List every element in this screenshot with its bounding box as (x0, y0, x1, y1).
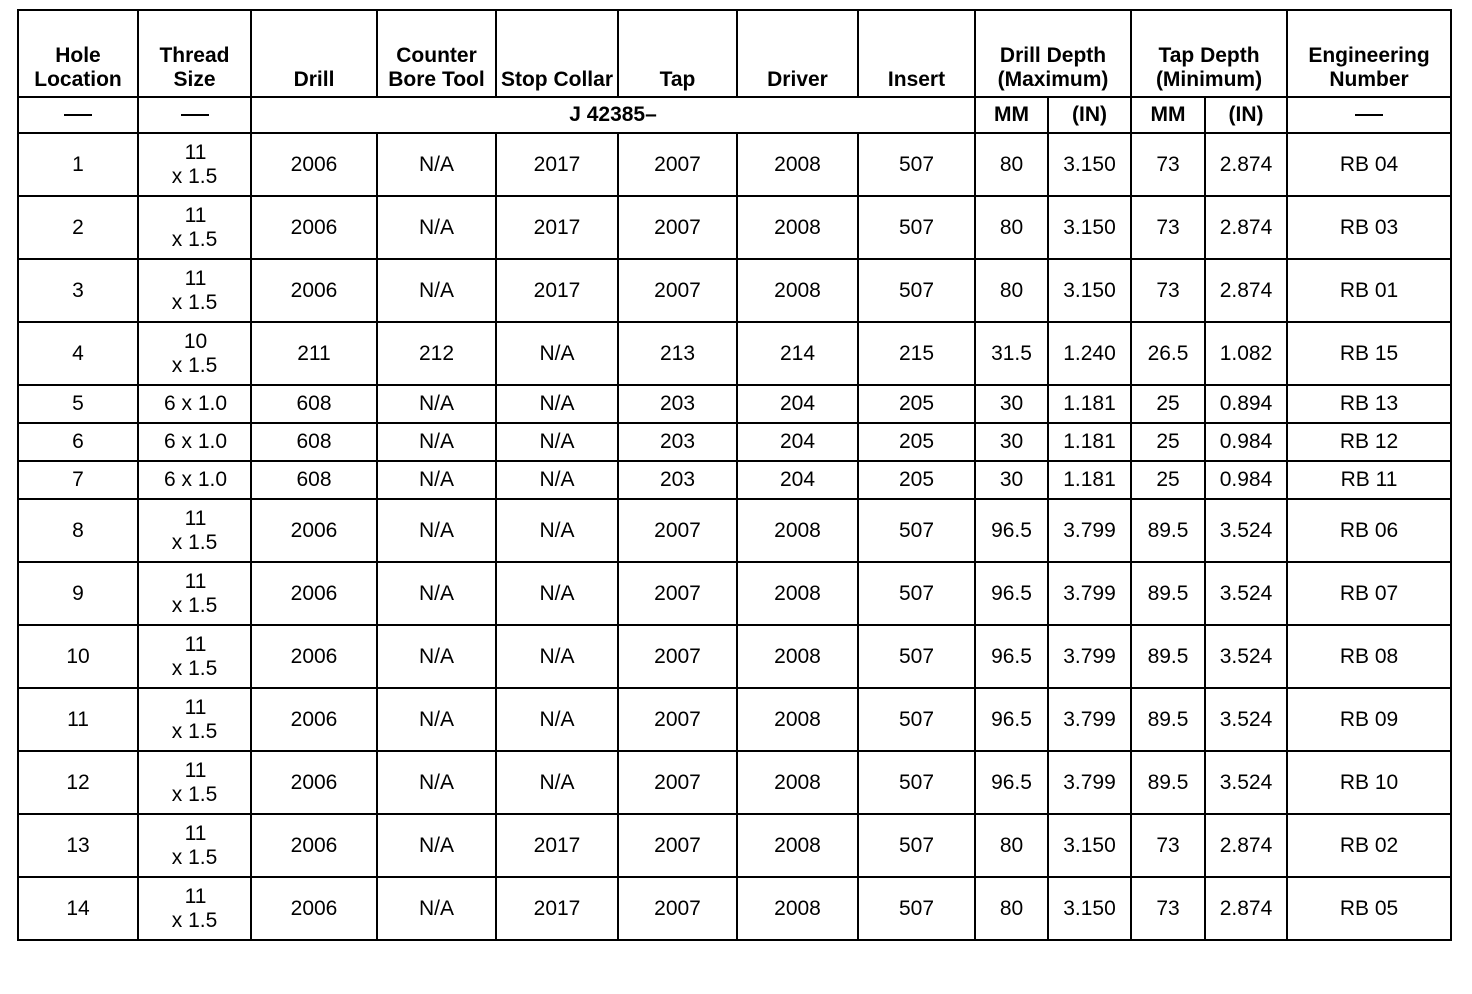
cell-tap-depth-mm: 73 (1131, 814, 1205, 877)
cell-hole-location: 10 (18, 625, 138, 688)
cell-drill-depth-mm: 96.5 (975, 499, 1048, 562)
cell-tap-depth-mm: 89.5 (1131, 562, 1205, 625)
table-row (18, 322, 1451, 385)
cell-driver: 214 (737, 322, 858, 385)
cell-tap-depth-mm: 25 (1131, 461, 1205, 499)
cell-insert: 507 (858, 196, 975, 259)
cell-counter-bore-tool: N/A (377, 814, 496, 877)
cell-counter-bore-tool: N/A (377, 196, 496, 259)
units-drill-mm: MM (975, 97, 1048, 133)
cell-hole-location: 1 (18, 133, 138, 196)
cell-hole-location: 8 (18, 499, 138, 562)
cell-tap-depth-in: 2.874 (1205, 196, 1287, 259)
table-body (18, 133, 1451, 940)
cell-drill-depth-in: 3.150 (1048, 133, 1131, 196)
cell-stop-collar: N/A (496, 625, 618, 688)
cell-thread-size: 11 x 1.5 (138, 751, 251, 814)
table-row (18, 461, 1451, 499)
cell-thread-size: 11 x 1.5 (138, 625, 251, 688)
cell-tap-depth-in: 0.894 (1205, 385, 1287, 423)
cell-tap-depth-in: 0.984 (1205, 423, 1287, 461)
cell-stop-collar: 2017 (496, 259, 618, 322)
cell-stop-collar: N/A (496, 461, 618, 499)
cell-drill-depth-mm: 30 (975, 423, 1048, 461)
header-drill: Drill (251, 10, 377, 97)
cell-drill-depth-in: 3.799 (1048, 562, 1131, 625)
cell-driver: 2008 (737, 259, 858, 322)
cell-insert: 507 (858, 625, 975, 688)
units-hole-location (18, 97, 138, 133)
cell-engineering-number: RB 07 (1287, 562, 1451, 625)
cell-drill-depth-in: 3.150 (1048, 196, 1131, 259)
cell-drill: 2006 (251, 814, 377, 877)
cell-tap: 2007 (618, 196, 737, 259)
cell-tap: 203 (618, 461, 737, 499)
cell-tap-depth-mm: 73 (1131, 133, 1205, 196)
cell-thread-size: 6 x 1.0 (138, 423, 251, 461)
cell-drill: 2006 (251, 259, 377, 322)
units-thread-size (138, 97, 251, 133)
cell-thread-size: 11 x 1.5 (138, 499, 251, 562)
table-row (18, 196, 1451, 259)
tool-spec-table (17, 9, 1452, 941)
cell-tap: 213 (618, 322, 737, 385)
cell-hole-location: 13 (18, 814, 138, 877)
header-row (18, 10, 1451, 97)
cell-tap-depth-in: 2.874 (1205, 133, 1287, 196)
cell-driver: 2008 (737, 499, 858, 562)
cell-drill: 211 (251, 322, 377, 385)
cell-insert: 507 (858, 562, 975, 625)
cell-insert: 507 (858, 877, 975, 940)
cell-hole-location: 7 (18, 461, 138, 499)
cell-driver: 204 (737, 385, 858, 423)
cell-drill: 608 (251, 423, 377, 461)
cell-tap: 203 (618, 385, 737, 423)
cell-tap-depth-in: 2.874 (1205, 259, 1287, 322)
cell-drill-depth-in: 3.799 (1048, 751, 1131, 814)
table-row (18, 423, 1451, 461)
table-row (18, 814, 1451, 877)
cell-drill-depth-mm: 96.5 (975, 562, 1048, 625)
cell-drill-depth-mm: 96.5 (975, 751, 1048, 814)
cell-tap-depth-in: 0.984 (1205, 461, 1287, 499)
cell-stop-collar: 2017 (496, 133, 618, 196)
units-drill-in: (IN) (1048, 97, 1131, 133)
cell-counter-bore-tool: N/A (377, 133, 496, 196)
cell-engineering-number: RB 06 (1287, 499, 1451, 562)
units-tap-mm: MM (1131, 97, 1205, 133)
cell-hole-location: 9 (18, 562, 138, 625)
cell-tap-depth-mm: 25 (1131, 385, 1205, 423)
cell-driver: 2008 (737, 814, 858, 877)
cell-counter-bore-tool: N/A (377, 423, 496, 461)
cell-insert: 507 (858, 133, 975, 196)
cell-counter-bore-tool: N/A (377, 688, 496, 751)
cell-drill: 2006 (251, 877, 377, 940)
cell-drill-depth-mm: 30 (975, 385, 1048, 423)
cell-drill-depth-mm: 96.5 (975, 688, 1048, 751)
cell-counter-bore-tool: N/A (377, 877, 496, 940)
dash-mark (1355, 114, 1383, 116)
cell-counter-bore-tool: N/A (377, 259, 496, 322)
cell-drill: 608 (251, 385, 377, 423)
cell-tap: 2007 (618, 625, 737, 688)
table-row (18, 133, 1451, 196)
cell-tap-depth-in: 3.524 (1205, 751, 1287, 814)
cell-driver: 2008 (737, 625, 858, 688)
table-row (18, 385, 1451, 423)
cell-tap-depth-mm: 26.5 (1131, 322, 1205, 385)
cell-drill-depth-mm: 80 (975, 814, 1048, 877)
cell-engineering-number: RB 08 (1287, 625, 1451, 688)
cell-driver: 204 (737, 461, 858, 499)
cell-driver: 2008 (737, 133, 858, 196)
cell-tap: 2007 (618, 562, 737, 625)
cell-tap-depth-mm: 89.5 (1131, 625, 1205, 688)
cell-drill: 2006 (251, 562, 377, 625)
cell-thread-size: 11 x 1.5 (138, 196, 251, 259)
cell-engineering-number: RB 05 (1287, 877, 1451, 940)
header-engineering-number: Engineering Number (1287, 10, 1451, 97)
cell-thread-size: 11 x 1.5 (138, 814, 251, 877)
cell-driver: 2008 (737, 562, 858, 625)
cell-insert: 507 (858, 751, 975, 814)
cell-hole-location: 2 (18, 196, 138, 259)
cell-drill-depth-mm: 30 (975, 461, 1048, 499)
cell-tap-depth-mm: 73 (1131, 259, 1205, 322)
cell-counter-bore-tool: N/A (377, 499, 496, 562)
cell-drill: 2006 (251, 196, 377, 259)
cell-insert: 205 (858, 461, 975, 499)
cell-drill-depth-in: 3.150 (1048, 877, 1131, 940)
cell-drill-depth-in: 3.799 (1048, 625, 1131, 688)
cell-hole-location: 14 (18, 877, 138, 940)
table-row (18, 688, 1451, 751)
cell-thread-size: 11 x 1.5 (138, 562, 251, 625)
cell-drill-depth-mm: 96.5 (975, 625, 1048, 688)
header-drill-depth: Drill Depth (Maximum) (975, 10, 1131, 97)
header-hole-location: Hole Location (18, 10, 138, 97)
cell-driver: 204 (737, 423, 858, 461)
cell-stop-collar: N/A (496, 751, 618, 814)
cell-engineering-number: RB 03 (1287, 196, 1451, 259)
table-row (18, 259, 1451, 322)
cell-hole-location: 5 (18, 385, 138, 423)
cell-tap: 203 (618, 423, 737, 461)
cell-tap-depth-mm: 73 (1131, 196, 1205, 259)
cell-tap-depth-in: 3.524 (1205, 688, 1287, 751)
units-tap-in: (IN) (1205, 97, 1287, 133)
cell-tap-depth-mm: 73 (1131, 877, 1205, 940)
cell-engineering-number: RB 12 (1287, 423, 1451, 461)
cell-engineering-number: RB 01 (1287, 259, 1451, 322)
cell-tap-depth-in: 3.524 (1205, 499, 1287, 562)
cell-stop-collar: 2017 (496, 877, 618, 940)
cell-stop-collar: N/A (496, 562, 618, 625)
header-stop-collar: Stop Collar (496, 10, 618, 97)
cell-tap: 2007 (618, 814, 737, 877)
cell-thread-size: 11 x 1.5 (138, 877, 251, 940)
cell-tap: 2007 (618, 259, 737, 322)
header-thread-size: Thread Size (138, 10, 251, 97)
cell-drill: 2006 (251, 133, 377, 196)
cell-driver: 2008 (737, 877, 858, 940)
cell-tap: 2007 (618, 751, 737, 814)
table-row (18, 562, 1451, 625)
cell-tap-depth-mm: 89.5 (1131, 499, 1205, 562)
dash-mark (64, 114, 92, 116)
cell-driver: 2008 (737, 688, 858, 751)
cell-drill: 2006 (251, 625, 377, 688)
cell-engineering-number: RB 11 (1287, 461, 1451, 499)
cell-insert: 507 (858, 499, 975, 562)
cell-insert: 215 (858, 322, 975, 385)
cell-insert: 507 (858, 688, 975, 751)
cell-engineering-number: RB 02 (1287, 814, 1451, 877)
cell-stop-collar: N/A (496, 688, 618, 751)
cell-tap: 2007 (618, 133, 737, 196)
tool-number-prefix: J 42385– (251, 97, 975, 133)
cell-drill: 2006 (251, 688, 377, 751)
cell-tap: 2007 (618, 688, 737, 751)
cell-tap-depth-in: 1.082 (1205, 322, 1287, 385)
cell-drill-depth-in: 3.799 (1048, 499, 1131, 562)
header-tap: Tap (618, 10, 737, 97)
cell-hole-location: 4 (18, 322, 138, 385)
units-row (18, 97, 1451, 133)
cell-stop-collar: N/A (496, 322, 618, 385)
cell-hole-location: 11 (18, 688, 138, 751)
cell-engineering-number: RB 04 (1287, 133, 1451, 196)
cell-stop-collar: N/A (496, 385, 618, 423)
cell-drill-depth-in: 1.240 (1048, 322, 1131, 385)
cell-insert: 507 (858, 259, 975, 322)
cell-counter-bore-tool: 212 (377, 322, 496, 385)
cell-tap-depth-in: 3.524 (1205, 625, 1287, 688)
cell-tap-depth-mm: 89.5 (1131, 751, 1205, 814)
cell-tap-depth-in: 2.874 (1205, 877, 1287, 940)
units-engineering-number (1287, 97, 1451, 133)
cell-thread-size: 6 x 1.0 (138, 461, 251, 499)
cell-tap-depth-mm: 25 (1131, 423, 1205, 461)
cell-tap-depth-mm: 89.5 (1131, 688, 1205, 751)
cell-drill-depth-mm: 80 (975, 877, 1048, 940)
cell-drill-depth-mm: 80 (975, 133, 1048, 196)
cell-drill-depth-in: 1.181 (1048, 461, 1131, 499)
cell-hole-location: 3 (18, 259, 138, 322)
cell-drill-depth-in: 1.181 (1048, 385, 1131, 423)
cell-drill-depth-mm: 80 (975, 196, 1048, 259)
cell-drill-depth-in: 3.150 (1048, 259, 1131, 322)
cell-counter-bore-tool: N/A (377, 751, 496, 814)
cell-drill-depth-in: 3.799 (1048, 688, 1131, 751)
cell-drill-depth-in: 3.150 (1048, 814, 1131, 877)
cell-insert: 507 (858, 814, 975, 877)
header-counter-bore-tool: Counter Bore Tool (377, 10, 496, 97)
cell-drill: 2006 (251, 751, 377, 814)
table-row (18, 499, 1451, 562)
cell-stop-collar: N/A (496, 423, 618, 461)
cell-stop-collar: 2017 (496, 196, 618, 259)
cell-thread-size: 10 x 1.5 (138, 322, 251, 385)
cell-counter-bore-tool: N/A (377, 461, 496, 499)
cell-engineering-number: RB 13 (1287, 385, 1451, 423)
cell-tap-depth-in: 3.524 (1205, 562, 1287, 625)
cell-hole-location: 12 (18, 751, 138, 814)
header-insert: Insert (858, 10, 975, 97)
cell-counter-bore-tool: N/A (377, 385, 496, 423)
cell-thread-size: 6 x 1.0 (138, 385, 251, 423)
table-row (18, 751, 1451, 814)
cell-counter-bore-tool: N/A (377, 625, 496, 688)
cell-stop-collar: 2017 (496, 814, 618, 877)
dash-mark (181, 114, 209, 116)
cell-thread-size: 11 x 1.5 (138, 133, 251, 196)
cell-tap: 2007 (618, 499, 737, 562)
cell-stop-collar: N/A (496, 499, 618, 562)
cell-counter-bore-tool: N/A (377, 562, 496, 625)
cell-drill: 2006 (251, 499, 377, 562)
cell-driver: 2008 (737, 196, 858, 259)
cell-drill: 608 (251, 461, 377, 499)
cell-thread-size: 11 x 1.5 (138, 259, 251, 322)
cell-insert: 205 (858, 385, 975, 423)
cell-thread-size: 11 x 1.5 (138, 688, 251, 751)
cell-drill-depth-mm: 31.5 (975, 322, 1048, 385)
cell-tap: 2007 (618, 877, 737, 940)
cell-engineering-number: RB 09 (1287, 688, 1451, 751)
header-driver: Driver (737, 10, 858, 97)
cell-tap-depth-in: 2.874 (1205, 814, 1287, 877)
table-row (18, 877, 1451, 940)
table-row (18, 625, 1451, 688)
cell-drill-depth-in: 1.181 (1048, 423, 1131, 461)
cell-drill-depth-mm: 80 (975, 259, 1048, 322)
cell-hole-location: 6 (18, 423, 138, 461)
cell-engineering-number: RB 15 (1287, 322, 1451, 385)
header-tap-depth: Tap Depth (Minimum) (1131, 10, 1287, 97)
cell-driver: 2008 (737, 751, 858, 814)
cell-engineering-number: RB 10 (1287, 751, 1451, 814)
cell-insert: 205 (858, 423, 975, 461)
